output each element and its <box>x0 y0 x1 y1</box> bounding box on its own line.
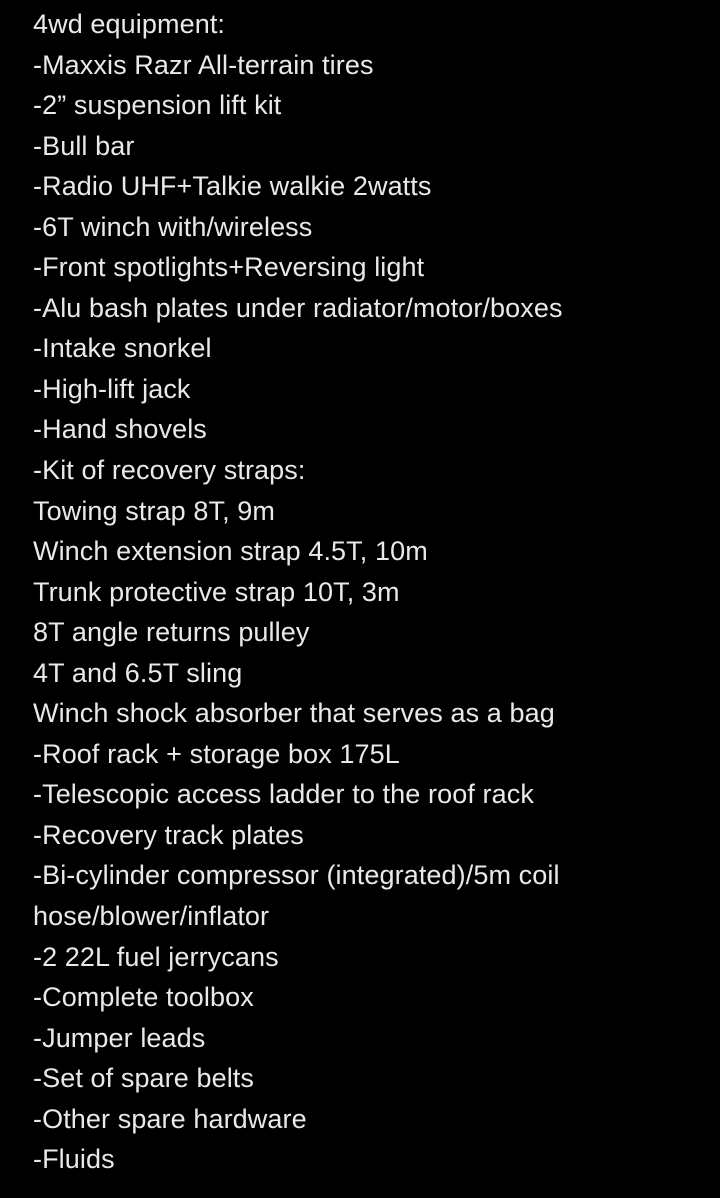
note-line: Towing strap 8T, 9m <box>33 495 275 526</box>
note-line: Trunk protective strap 10T, 3m <box>33 576 400 607</box>
note-line: -Telescopic access ladder to the roof rack <box>33 779 534 810</box>
note-line: -Other spare hardware <box>33 1103 307 1134</box>
note-line: -Maxxis Razr All-terrain tires <box>33 49 374 80</box>
note-line: -Radio UHF+Talkie walkie 2watts <box>33 171 432 202</box>
note-line: -2 22L fuel jerrycans <box>33 941 279 972</box>
note-line: -Alu bash plates under radiator/motor/boxes <box>33 292 563 323</box>
note-line: -High-lift jack <box>33 373 191 404</box>
note-line: -Roof rack + storage box 175L <box>33 738 400 769</box>
note-line: -Bi-cylinder compressor (integrated)/5m coil <box>33 860 560 891</box>
note-heading: 4wd equipment: <box>33 9 226 39</box>
note-line: 4T and 6.5T sling <box>33 657 243 688</box>
note-line: -Jumper leads <box>33 1022 206 1053</box>
note-line: Winch extension strap 4.5T, 10m <box>33 536 428 567</box>
note-line: -Set of spare belts <box>33 1063 255 1094</box>
note-line: -Fluids <box>33 1144 115 1175</box>
note-line: -Bull bar <box>33 130 135 161</box>
note-line: -Front spotlights+Reversing light <box>33 252 425 283</box>
note-line: hose/blower/inflator <box>33 901 270 932</box>
note-line: -Complete toolbox <box>33 982 254 1013</box>
note-line: -Intake snorkel <box>33 333 212 364</box>
note-line: -6T winch with/wireless <box>33 211 313 242</box>
note-line: -Kit of recovery straps: <box>33 455 306 486</box>
note-line: 8T angle returns pulley <box>33 617 310 648</box>
note-line: -Hand shovels <box>33 414 207 445</box>
note-text-body <box>33 4 693 1180</box>
note-line: -Recovery track plates <box>33 819 304 850</box>
note-line: Winch shock absorber that serves as a bag <box>33 698 555 729</box>
note-line: -2” suspension lift kit <box>33 90 282 121</box>
